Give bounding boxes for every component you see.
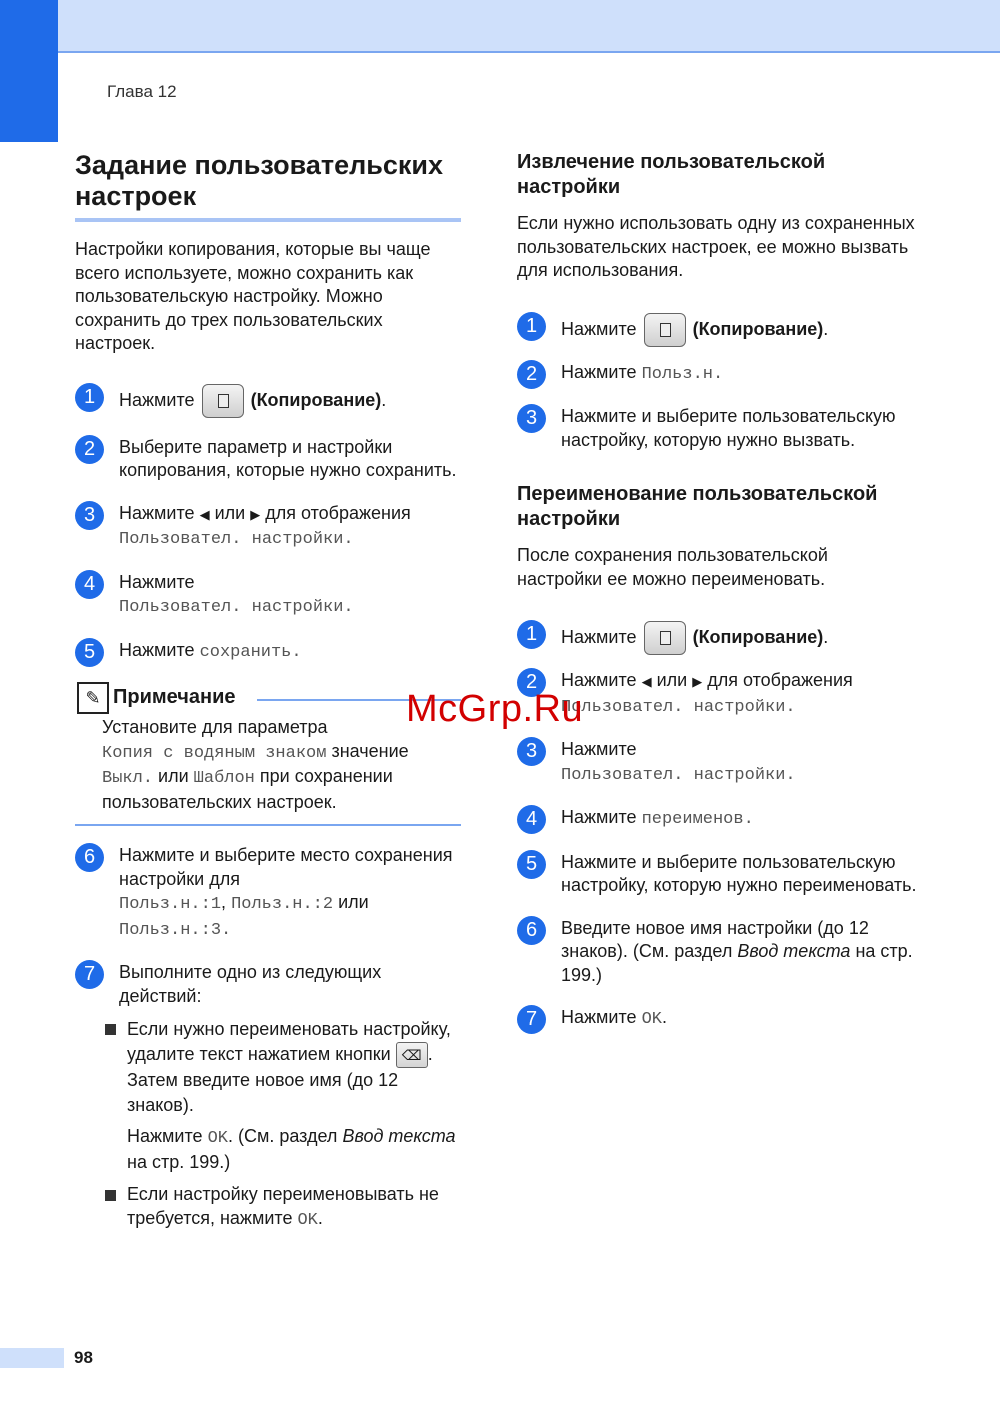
subsection-title-recall: Извлечение пользовательской настройки bbox=[517, 151, 826, 198]
left-arrow-icon: ◀ bbox=[199, 506, 210, 522]
recall-paragraph: Если нужно использовать одну из сохраненных пользовательских настроек, ее можно вызвать для использования. bbox=[517, 213, 915, 280]
step-number: 3 bbox=[75, 501, 104, 530]
right-arrow-icon: ▶ bbox=[692, 674, 703, 689]
rename-step-5: 5 Нажмите и выберите пользовательскую настройку, которую нужно переименовать. bbox=[517, 851, 917, 898]
left-arrow-icon: ◀ bbox=[641, 674, 652, 689]
page-number: 98 bbox=[74, 1348, 93, 1367]
step-number: 1 bbox=[517, 312, 546, 341]
rename-step-1: 1 Нажмите (Копирование). bbox=[517, 621, 917, 655]
title-rule bbox=[75, 218, 461, 222]
subsection-title-rename: Переименование пользовательской настройки bbox=[517, 483, 878, 530]
right-column bbox=[517, 150, 917, 1032]
rename-step-3: 3 Нажмите Пользовател. настройки. bbox=[517, 738, 917, 787]
bullet-square-icon bbox=[105, 1190, 116, 1201]
step-number: 4 bbox=[517, 805, 546, 834]
note-title: Примечание bbox=[113, 686, 236, 708]
copy-button-icon bbox=[644, 621, 686, 655]
step-5: 5 Нажмите сохранить. bbox=[75, 639, 465, 665]
footer-band bbox=[0, 1348, 64, 1368]
pencil-note-icon: ✎ bbox=[77, 682, 109, 714]
recall-step-2: 2 Нажмите Польз.н. bbox=[517, 361, 917, 387]
step-number: 2 bbox=[517, 668, 546, 697]
step-2: 2 Выберите параметр и настройки копирования, которые нужно сохранить. bbox=[75, 436, 465, 483]
note-text: Установите для параметра Копия с водяным знаком значение Выкл. или Шаблон при сохранении пользовательских настроек. bbox=[102, 717, 409, 812]
step-number: 5 bbox=[517, 850, 546, 879]
rename-step-2: 2 Нажмите ◀ или ▶ для отображения Пользовател. настройки. bbox=[517, 669, 917, 719]
rename-paragraph: После сохранения пользовательской настройки ее можно переименовать. bbox=[517, 545, 828, 589]
chapter-label: Глава 12 bbox=[107, 82, 177, 101]
list-item: Если нужно переименовать настройку, удалите текст нажатием кнопки ⌫ . Затем введите новое имя (до 12 знаков). Нажмите OK. (См. раздел Ввод текста на стр. 199.) bbox=[103, 1017, 465, 1174]
header-rule bbox=[58, 51, 1000, 53]
recall-step-3: 3 Нажмите и выберите пользовательскую настройку, которую нужно вызвать. bbox=[517, 405, 917, 452]
step-number: 3 bbox=[517, 737, 546, 766]
copy-button-icon bbox=[202, 384, 244, 418]
step-number: 6 bbox=[517, 916, 546, 945]
right-arrow-icon: ▶ bbox=[250, 506, 261, 522]
step-1: 1 Нажмите (Копирование). bbox=[75, 384, 465, 418]
backspace-button-icon: ⌫ bbox=[396, 1042, 428, 1068]
step-number: 7 bbox=[517, 1005, 546, 1034]
step-7: 7 Выполните одно из следующих действий: bbox=[75, 961, 465, 1008]
header-band bbox=[0, 0, 1000, 52]
watermark: McGrp.Ru bbox=[406, 688, 584, 730]
note-bottom-rule bbox=[75, 824, 461, 826]
step-number: 4 bbox=[75, 570, 104, 599]
step-number: 7 bbox=[75, 960, 104, 989]
section-title: Задание пользовательских настроек bbox=[75, 150, 444, 211]
step-4: 4 Нажмите Пользовател. настройки. bbox=[75, 571, 465, 620]
step-6: 6 Нажмите и выберите место сохранения настройки для Польз.н.:1, Польз.н.:2 или Польз.н.:3. bbox=[75, 844, 465, 942]
chapter-tab bbox=[0, 0, 58, 142]
step-number: 3 bbox=[517, 404, 546, 433]
list-item: Если настройку переименовывать не требуется, нажмите OK. bbox=[103, 1183, 465, 1232]
rename-step-6: 6 Введите новое имя настройки (до 12 знаков). (См. раздел Ввод текста на стр. 199.) bbox=[517, 917, 917, 988]
rename-step-4: 4 Нажмите переименов. bbox=[517, 806, 917, 832]
rename-step-7: 7 Нажмите OK. bbox=[517, 1006, 917, 1032]
step-number: 5 bbox=[75, 638, 104, 667]
step-number: 2 bbox=[517, 360, 546, 389]
step-number: 1 bbox=[75, 383, 104, 412]
step-3: 3 Нажмите ◀ или ▶ для отображения Пользовател. настройки. bbox=[75, 502, 465, 552]
step-7-options bbox=[75, 1017, 465, 1232]
step-number: 1 bbox=[517, 620, 546, 649]
step-number: 6 bbox=[75, 843, 104, 872]
intro-paragraph: Настройки копирования, которые вы чаще всего используете, можно сохранить как пользовательскую настройку. Можно сохранить до трех пользовательских настроек. bbox=[75, 239, 431, 353]
recall-step-1: 1 Нажмите (Копирование). bbox=[517, 313, 917, 347]
copy-button-icon bbox=[644, 313, 686, 347]
bullet-square-icon bbox=[105, 1024, 116, 1035]
step-number: 2 bbox=[75, 435, 104, 464]
